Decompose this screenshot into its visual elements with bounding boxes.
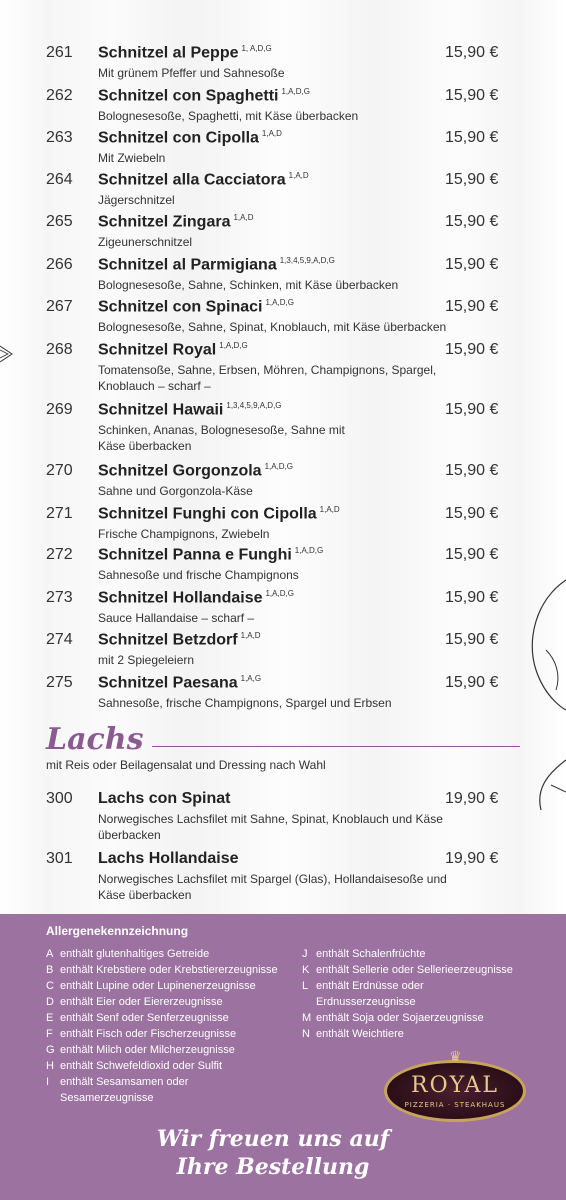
item-number: 271 (46, 505, 73, 522)
item-price: 15,90 € (445, 87, 499, 104)
item-price: 15,90 € (445, 341, 499, 358)
allergen-codes: 1,A,D (240, 631, 261, 640)
item-price: 15,90 € (445, 256, 499, 273)
tagline-line2: Ihre Bestellung (176, 1154, 370, 1180)
item-number: 275 (46, 674, 73, 691)
item-price: 15,90 € (445, 631, 499, 648)
item-description: Mit Zwiebeln (98, 151, 166, 165)
section-subtitle: mit Reis oder Beilagensalat und Dressing nach Wahl (46, 758, 326, 772)
crown-icon: ♛ (449, 1049, 462, 1065)
item-description: Sahnesoße, frische Champignons, Spargel und Erbsen (98, 696, 392, 710)
allergen-row: D enthält Eier oder Eiererzeugnisse (46, 996, 223, 1008)
item-description: mit 2 Spiegeleiern (98, 653, 195, 667)
item-description: Bolognesesoße, Sahne, Spinat, Knoblauch, mit Käse überbacken (98, 320, 447, 334)
allergen-codes: 1,A,D,G (294, 546, 324, 555)
item-price: 15,90 € (445, 171, 499, 188)
item-description: Norwegisches Lachsfilet mit Sahne, Spinat, Knoblauch und Käse überbacken (98, 812, 443, 842)
allergen-title: Allergenekennzeichnung (46, 924, 189, 938)
allergen-codes: 1,A,D,G (265, 589, 294, 598)
sketch-decoration-icon (0, 340, 14, 368)
item-number: 301 (46, 850, 73, 867)
item-name: Schnitzel Funghi con Cipolla $^{1,A,D}$ (98, 505, 340, 523)
allergen-codes: 1,A,D (233, 213, 254, 222)
allergen-codes: 1,3,4,5,9,A,D,G (279, 256, 335, 265)
sketch-decoration-icon (506, 560, 566, 860)
allergen-row: J enthält Schalenfrüchte (302, 948, 426, 960)
item-number: 270 (46, 462, 73, 479)
item-name: Schnitzel alla Cacciatora $^{1,A,D}$ (98, 171, 309, 189)
item-number: 262 (46, 87, 73, 104)
item-number: 263 (46, 129, 73, 146)
item-name: Schnitzel Royal $^{1,A,D,G}$ (98, 341, 248, 359)
allergen-row: E enthält Senf oder Senferzeugnisse (46, 1012, 229, 1024)
allergen-row: N enthält Weichtiere (302, 1028, 404, 1040)
item-name: Schnitzel con Spinaci $^{1,A,D,G}$ (98, 298, 294, 316)
item-number: 267 (46, 298, 73, 315)
item-number: 273 (46, 589, 73, 606)
tagline-line1: Wir freuen uns auf (156, 1126, 390, 1152)
item-name: Schnitzel al Peppe $^{1, A,D,G}$ (98, 44, 272, 62)
allergen-codes: 1,A,D,G (265, 298, 294, 307)
allergen-row: M enthält Soja oder Sojaerzeugnisse (302, 1012, 484, 1024)
allergen-codes: 1,A,D,G (281, 87, 310, 96)
item-price: 15,90 € (445, 213, 499, 230)
item-number: 266 (46, 256, 73, 273)
item-number: 261 (46, 44, 73, 61)
allergen-row: L enthält Erdnüsse oder Erdnusserzeugnisse (302, 980, 424, 1008)
item-name: Schnitzel Hawaii $^{1,3,4,5,9,A,D,G}$ (98, 401, 282, 419)
item-name: Schnitzel con Spaghetti $^{1,A,D,G}$ (98, 87, 310, 105)
item-price: 15,90 € (445, 505, 499, 522)
allergen-row: I enthält Sesamsamen oder Sesamerzeugnisse (46, 1076, 189, 1104)
section-title-lachs: Lachs (46, 722, 144, 757)
item-description: Bolognesesoße, Spaghetti, mit Käse überbacken (98, 109, 359, 123)
item-name: Lachs con Spinat (98, 790, 231, 807)
allergen-list-left (46, 946, 286, 1106)
logo-subtitle: PIZZERIA · STEAKHAUS (404, 1101, 506, 1109)
allergen-codes: 1,A,D,G (264, 462, 294, 471)
item-price: 15,90 € (445, 462, 499, 479)
item-number: 268 (46, 341, 73, 358)
item-price: 15,90 € (445, 129, 499, 146)
item-price: 15,90 € (445, 298, 499, 315)
allergen-row: B enthält Krebstiere oder Krebstiererzeugnisse (46, 964, 278, 976)
item-description: Norwegisches Lachsfilet mit Spargel (Glas), Hollandaisesoße und Käse überbacken (98, 872, 447, 902)
allergen-row: G enthält Milch oder Milcherzeugnisse (46, 1044, 235, 1056)
item-name: Schnitzel Hollandaise $^{1,A,D,G}$ (98, 589, 294, 607)
allergen-codes: 1,A,G (240, 674, 262, 683)
item-number: 265 (46, 213, 73, 230)
item-number: 269 (46, 401, 73, 418)
allergen-codes: 1,A,D (288, 171, 309, 180)
item-price: 15,90 € (445, 589, 499, 606)
allergen-codes: 1,A,D (261, 129, 282, 138)
item-description: Mit grünem Pfeffer und Sahnesoße (98, 66, 285, 80)
allergen-row: A enthält glutenhaltiges Getreide (46, 948, 210, 960)
item-price: 19,90 € (445, 790, 499, 807)
allergen-codes: 1,3,4,5,9,A,D,G (226, 401, 282, 410)
item-description: Bolognesesoße, Sahne, Schinken, mit Käse überbacken (98, 278, 399, 292)
allergen-row: F enthält Fisch oder Fischerzeugnisse (46, 1028, 237, 1040)
item-description: Tomatensoße, Sahne, Erbsen, Möhren, Champignons, Spargel, Knoblauch – scharf – (98, 363, 437, 393)
allergen-footer (0, 914, 566, 1200)
allergen-codes: 1, A,D,G (241, 44, 272, 53)
item-description: Sahnesoße und frische Champignons (98, 568, 299, 582)
item-name: Schnitzel Gorgonzola $^{1,A,D,G}$ (98, 462, 294, 480)
item-name: Schnitzel Panna e Funghi $^{1,A,D,G}$ (98, 546, 324, 564)
item-number: 272 (46, 546, 73, 563)
allergen-row: K enthält Sellerie oder Sellerieerzeugnisse (302, 964, 513, 976)
item-price: 15,90 € (445, 401, 499, 418)
section-divider (152, 746, 520, 747)
item-price: 15,90 € (445, 674, 499, 691)
item-name: Schnitzel al Parmigiana $^{1,3,4,5,9,A,D,G}$ (98, 256, 335, 274)
allergen-codes: 1,A,D (319, 505, 340, 514)
item-price: 15,90 € (445, 44, 499, 61)
item-number: 274 (46, 631, 73, 648)
allergen-row: H enthält Schwefeldioxid oder Sulfit (46, 1060, 223, 1072)
item-price: 19,90 € (445, 850, 499, 867)
allergen-list-right (302, 946, 532, 1042)
item-name: Schnitzel Paesana $^{1,A,G}$ (98, 674, 262, 692)
allergen-codes: 1,A,D,G (219, 341, 248, 350)
item-name: Schnitzel Zingara $^{1,A,D}$ (98, 213, 254, 231)
item-description: Sahne und Gorgonzola-Käse (98, 484, 253, 498)
allergen-row: C enthält Lupine oder Lupinenerzeugnisse (46, 980, 256, 992)
item-description: Sauce Hallandaise – scharf – (98, 611, 255, 625)
item-description: Frische Champignons, Zwiebeln (98, 527, 270, 541)
item-name: Schnitzel Betzdorf $^{1,A,D}$ (98, 631, 261, 649)
item-description: Zigeunerschnitzel (98, 235, 193, 249)
item-price: 15,90 € (445, 546, 499, 563)
item-description: Jägerschnitzel (98, 193, 175, 207)
item-description: Schinken, Ananas, Bolognesesoße, Sahne mit Käse überbacken (98, 423, 345, 453)
item-name: Lachs Hollandaise (98, 850, 239, 867)
logo-name: ROYAL (411, 1073, 499, 1098)
item-number: 300 (46, 790, 73, 807)
royal-logo (384, 1049, 526, 1122)
item-number: 264 (46, 171, 73, 188)
item-name: Schnitzel con Cipolla $^{1,A,D}$ (98, 129, 282, 147)
